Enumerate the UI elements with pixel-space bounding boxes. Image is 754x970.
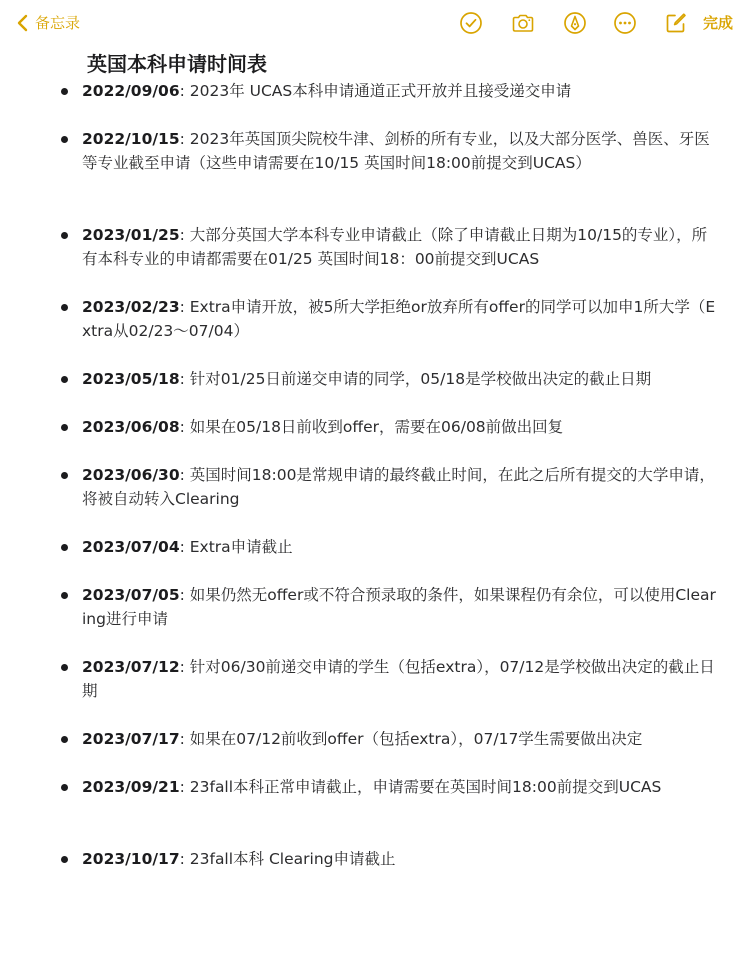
compose-button[interactable]: [664, 11, 688, 35]
entry-text: : 针对01/25日前递交申请的同学，05/18是学校做出决定的截止日期: [179, 370, 652, 388]
bullet-icon: [61, 664, 68, 671]
timeline-item[interactable]: [82, 415, 717, 439]
bullet-icon: [61, 304, 68, 311]
markup-button[interactable]: [563, 11, 587, 35]
bullet-icon: [61, 472, 68, 479]
bullet-icon: [61, 784, 68, 791]
timeline-item[interactable]: [82, 775, 717, 799]
entry-text: : 如果在07/12前收到offer（包括extra），07/17学生需要做出决定: [179, 730, 643, 748]
entry-date: 2023/10/17: [82, 850, 180, 868]
bullet-icon: [61, 544, 68, 551]
timeline-item[interactable]: [82, 655, 717, 703]
timeline-item[interactable]: [82, 367, 717, 391]
chevron-left-icon: [16, 13, 30, 33]
entry-date: 2023/07/17: [82, 730, 180, 748]
entry-text: : 如果仍然无offer或不符合预录取的条件，如果课程仍有余位，可以使用Clearing进行申请: [82, 586, 716, 628]
bullet-icon: [61, 136, 68, 143]
more-button[interactable]: [613, 11, 637, 35]
ellipsis-circle-icon: [613, 11, 637, 35]
entry-date: 2023/05/18: [82, 370, 180, 388]
entry-date: 2023/09/21: [82, 778, 180, 796]
entry-text: : 23fall本科正常申请截止，申请需要在英国时间18:00前提交到UCAS: [179, 778, 662, 796]
entry-date: 2023/07/04: [82, 538, 180, 556]
bullet-icon: [61, 736, 68, 743]
timeline-item[interactable]: [82, 463, 717, 511]
entry-text: : 2023年英国顶尖院校牛津、剑桥的所有专业，以及大部分医学、兽医、牙医等专业截至申请（这些申请需要在10/15 英国时间18:00前提交到UCAS）: [82, 130, 710, 172]
checklist-button[interactable]: [459, 11, 483, 35]
entry-text: : 23fall本科 Clearing申请截止: [179, 850, 396, 868]
entry-date: 2023/06/08: [82, 418, 180, 436]
bullet-icon: [61, 424, 68, 431]
camera-button[interactable]: [511, 11, 535, 35]
timeline-item[interactable]: [82, 127, 717, 175]
bullet-icon: [61, 856, 68, 863]
bullet-icon: [61, 88, 68, 95]
bullet-icon: [61, 592, 68, 599]
entry-text: : 大部分英国大学本科专业申请截止（除了申请截止日期为10/15的专业），所有本科专业的申请都需要在01/25 英国时间18：00前提交到UCAS: [82, 226, 708, 268]
timeline-item[interactable]: [82, 847, 717, 871]
entry-date: 2023/02/23: [82, 298, 180, 316]
entry-text: : 英国时间18:00是常规申请的最终截止时间，在此之后所有提交的大学申请，将被自动转入Clearing: [82, 466, 715, 508]
timeline-item[interactable]: [82, 295, 717, 343]
entry-date: 2022/09/06: [82, 82, 180, 100]
timeline-item[interactable]: [82, 535, 717, 559]
entry-date: 2022/10/15: [82, 130, 180, 148]
checkmark-circle-icon: [459, 11, 483, 35]
entry-text: : 2023年 UCAS本科申请通道正式开放并且接受递交申请: [179, 82, 572, 100]
entry-text: : Extra申请截止: [179, 538, 293, 556]
timeline-item[interactable]: [82, 223, 717, 271]
entry-text: : 如果在05/18日前收到offer，需要在06/08前做出回复: [179, 418, 564, 436]
timeline-item[interactable]: [82, 79, 717, 103]
back-button[interactable]: [16, 11, 80, 35]
bullet-icon: [61, 232, 68, 239]
timeline-item[interactable]: [82, 727, 717, 751]
compose-icon: [664, 11, 688, 35]
entry-date: 2023/07/12: [82, 658, 180, 676]
toolbar: [0, 0, 754, 46]
entry-date: 2023/01/25: [82, 226, 180, 244]
back-label: 备忘录: [35, 14, 81, 32]
note-title[interactable]: 英国本科申请时间表: [87, 52, 267, 76]
done-button[interactable]: 完成: [703, 14, 734, 32]
entry-text: : Extra申请开放，被5所大学拒绝or放弃所有offer的同学可以加申1所大学（Extra从02/23～07/04）: [82, 298, 716, 340]
camera-icon: [511, 11, 535, 35]
timeline-item[interactable]: [82, 583, 717, 631]
entry-date: 2023/07/05: [82, 586, 180, 604]
entry-date: 2023/06/30: [82, 466, 180, 484]
pen-tip-circle-icon: [563, 11, 587, 35]
entry-text: : 针对06/30前递交申请的学生（包括extra），07/12是学校做出决定的截止日期: [82, 658, 715, 700]
bullet-icon: [61, 376, 68, 383]
